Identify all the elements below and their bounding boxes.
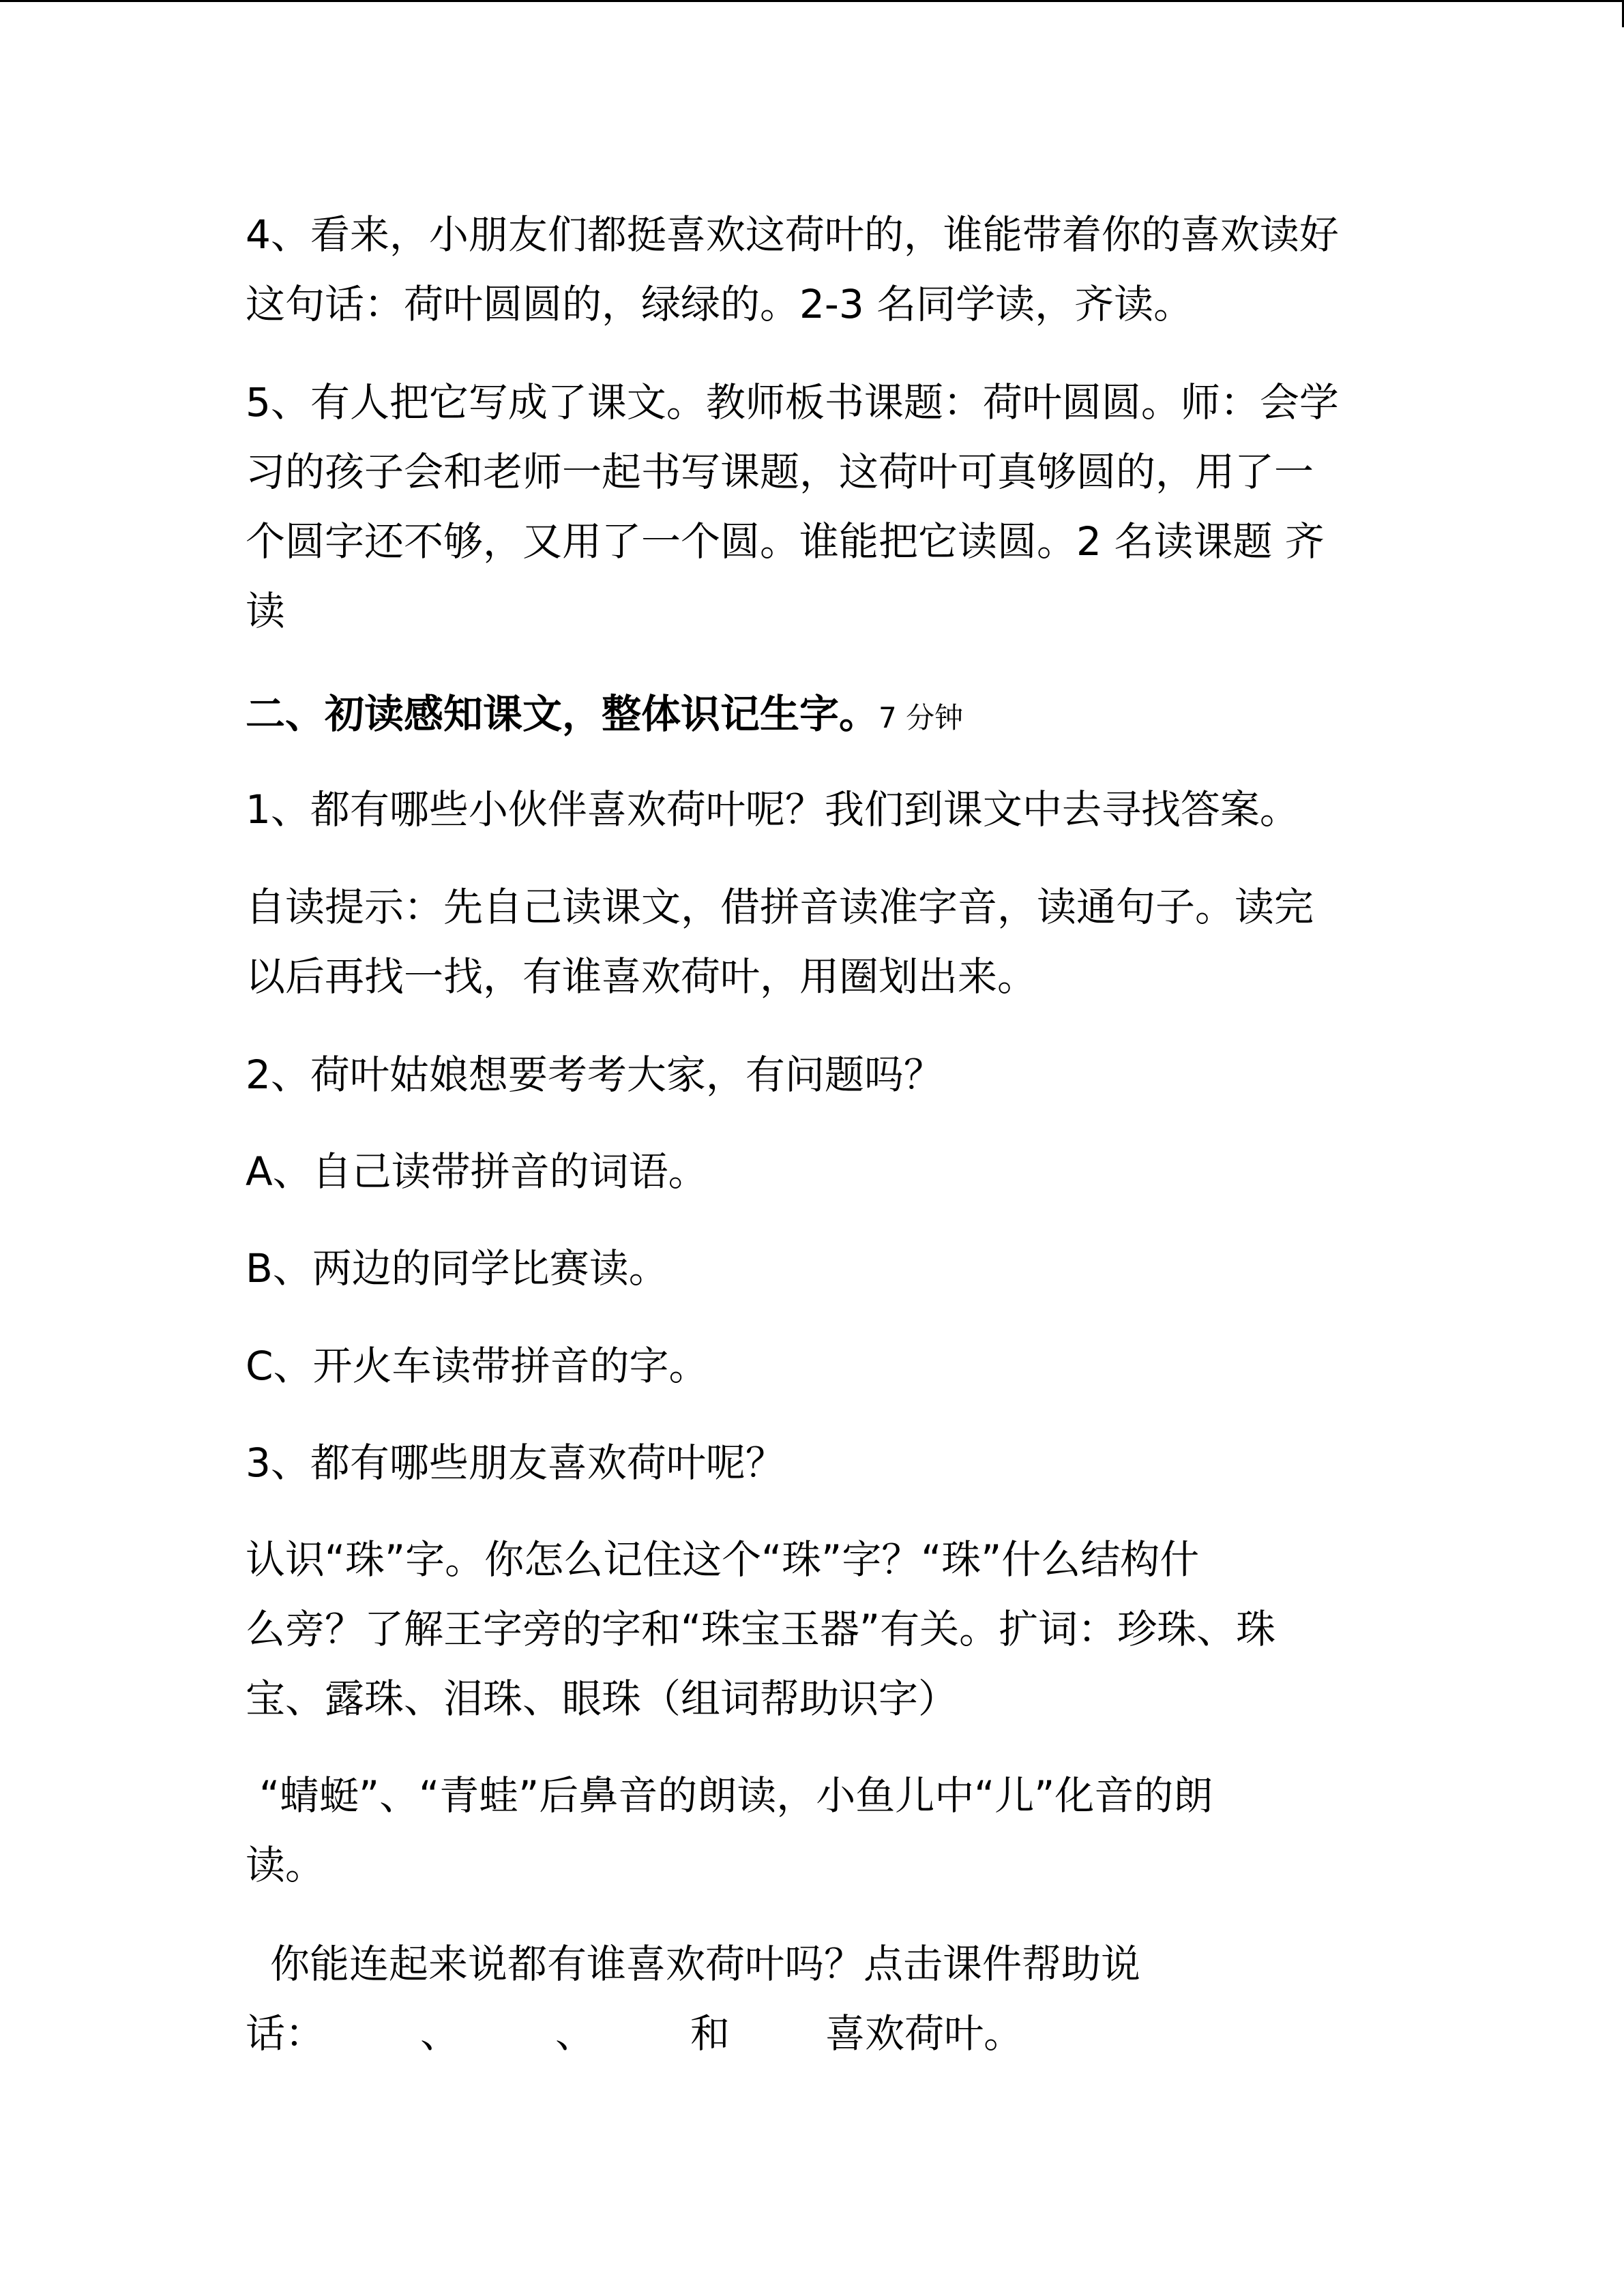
section-time-note: 7 分钟 [879,701,964,734]
paragraph-step-5 [246,368,1391,646]
paragraph-line: 3、都有哪些朋友喜欢荷叶呢？ [246,1440,785,1486]
paragraph-line: 认识“珠”字。你怎么记住这个“珠”字？“珠”什么结构什 [246,1536,1200,1583]
paragraph-line: B、两边的同学比赛读。 [246,1245,668,1292]
fill-in-conjunction: 和 [690,2010,730,2057]
paragraph-pronunciation [246,1761,1391,1900]
paragraph-line: C、开火车读带拼音的字。 [246,1343,709,1389]
paragraph-line: 读。 [246,1842,325,1888]
paragraph-line: 4、看来，小朋友们都挺喜欢这荷叶的，谁能带着你的喜欢读好 [246,211,1339,258]
paragraph-line: 1、都有哪些小伙伴喜欢荷叶呢？我们到课文中去寻找答案。 [246,786,1299,833]
paragraph-speaking-practice [246,1929,1391,2068]
top-border-rule [0,0,1624,2]
paragraph-reading-hint [246,872,1391,1011]
fill-in-separator: 、 [420,2010,460,2057]
paragraph-line: 个圆字还不够，又用了一个圆。谁能把它读圆。2 名读课题 齐 [246,518,1325,565]
fill-in-suffix: 喜欢荷叶。 [825,2010,1024,2057]
paragraph-line: A、自己读带拼音的词语。 [246,1148,708,1195]
paragraph-line: 习的孩子会和老师一起书写课题，这荷叶可真够圆的，用了一 [246,449,1314,495]
paragraph-line: 自读提示：先自己读课文，借拼音读准字音，读通句子。读完 [246,884,1314,930]
paragraph-step-4 [246,200,1391,339]
paragraph-line: 么旁？了解王字旁的字和“珠宝玉器”有关。扩词：珍珠、珠 [246,1606,1276,1652]
fill-in-line [246,1999,1391,2068]
paragraph-question-3 [246,1428,1391,1497]
paragraph-line: 宝、露珠、泪珠、眼珠（组词帮助识字） [246,1675,958,1722]
fill-in-separator: 、 [555,2010,595,2057]
paragraph-question-2 [246,1040,1391,1109]
paragraph-line: 2、荷叶姑娘想要考考大家，有问题吗？ [246,1052,943,1098]
paragraph-line: “蜻蜓”、“青蛙”后鼻音的朗读，小鱼儿中“儿”化音的朗 [259,1772,1213,1819]
section-title: 二、初读感知课文，整体识记生字。 [246,691,879,737]
paragraph-line: 这句话：荷叶圆圆的，绿绿的。2-3 名同学读，齐读。 [246,281,1194,327]
fill-in-prefix: 话： [246,2010,325,2057]
paragraph-line: 读 [246,588,286,634]
paragraph-question-1 [246,775,1391,844]
paragraph-option-b [246,1234,1391,1303]
paragraph-line: 你能连起来说都有谁喜欢荷叶吗？点击课件帮助说 [270,1941,1141,1987]
paragraph-line: 以后再找一找，有谁喜欢荷叶，用圈划出来。 [246,953,1037,1000]
paragraph-zhu-character [246,1525,1391,1733]
section-heading [246,679,1391,753]
paragraph-option-a [246,1137,1391,1206]
paragraph-option-c [246,1331,1391,1401]
paragraph-line: 5、有人把它写成了课文。教师板书课题：荷叶圆圆。师：会学 [246,379,1339,426]
